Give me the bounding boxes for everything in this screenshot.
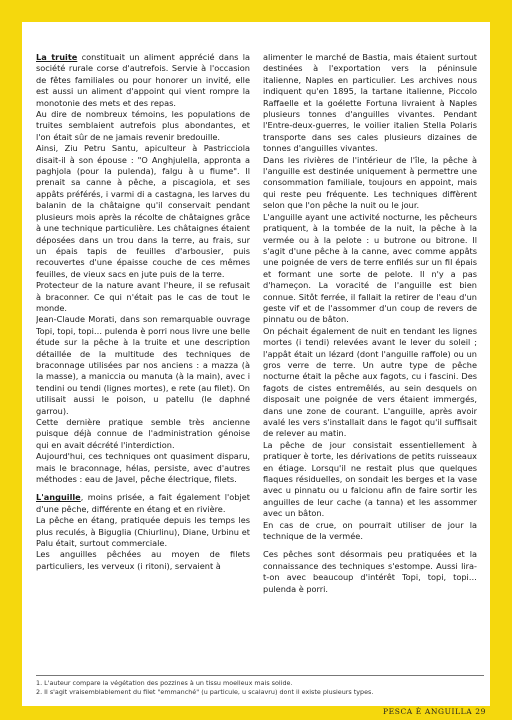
paragraph: Aujourd'hui, ces techniques ont quasiment disparu, mais le braconnage, hélas, persiste, avec d'autres méthodes : eau de Javel, pêche électrique, filets. bbox=[36, 451, 250, 485]
paragraph: La pêche en étang, pratiquée depuis les temps les plus reculés, à Biguglia (Chiurlinu), Diane, Urbinu et Palu était, surtout commerciale. bbox=[36, 515, 250, 549]
paragraph: Ainsi, Ziu Petru Santu, apiculteur à Pastricciola disait-il à son épouse : "O Anghjulella, appronta a paghjola (pour la pulenda), falgu à u fiume". Il prenait sa canne à pêche, a piscagiola, et ses appâts préférés, i varmi di a castagna, les larves du balanin de la châtaigne qu'il conservait pendant plusieurs mois après la récolte de châtaignes grâce à une technique particulière. Les châtaignes étaient déposées dans un trou dans la terre, au frais, sur un épais tapis de feuilles d'arbousier, puis recouvertes d'une épaisse couche de ces mêmes feuilles, de vieux sacs en jute puis de la terre. bbox=[36, 143, 250, 279]
paragraph: alimenter le marché de Bastia, mais étaient surtout destinées à l'exportation vers la péninsule italienne, Naples en particulier. Les archives nous indiquent qu'en 1895, la tartane italienne, Piccolo Raffaelle et la goélette Fortuna livraient à Naples plusieurs tonnes d'anguilles vivantes. Pendant l'Entre-deux-guerres, le voilier italien Stella Polaris transporte dans ses cales plusieurs dizaines de tonnes d'anguilles vivantes. bbox=[263, 52, 477, 154]
paragraph: La pêche de jour consistait essentiellement à pratiquer è torte, les dérivations de petits ruisseaux en étiage. Lorsqu'il ne restait plus que quelques flaques résiduelles, on sondait les berges et la vase avec u pinnatu ou u falcionu afin de faire sortir les anguilles de leur cache (a tanna) et les assommer avec un bâton. bbox=[263, 439, 477, 519]
paragraph: On péchait également de nuit en tendant les lignes mortes (i tendi) relevées avant le lever du soleil ; l'appât était un lézard (dont l'anguille raffole) ou un gros verre de terre. Un autre type de pêche nocturne était la pêche aux fagots, cu i fascini. Des fagots de cistes entremêlés, au sein desquels on disposait une poignée de vers étaient immergés, dans une zone de courant. L'anguille, après avoir avalé les vers s'installait dans le fagot qu'il suffisait de relever au matin. bbox=[263, 325, 477, 439]
footer-bar bbox=[0, 706, 512, 720]
paragraph: En cas de crue, on pourrait utiliser de jour la technique de la vermée. bbox=[263, 519, 477, 542]
footnote: 2. Il s'agit vraisemblablement du filet "emmanché" (u particule, u scalavru) dont il existe plusieurs types. bbox=[36, 687, 374, 696]
column-right bbox=[263, 52, 477, 652]
paragraph-text: constituait un aliment apprécié dans la société rurale corse d'autrefois. Servie à l'occasion de fêtes familiales ou pour honorer un invité, elle est aussi un aliment d'appoint qui vient rompre la monotonie des mets et des repas. bbox=[36, 52, 250, 108]
paragraph: Protecteur de la nature avant l'heure, il se refusait à braconner. Ce qui n'était pas le cas de tout le monde. bbox=[36, 280, 250, 313]
footnote: 1. L'auteur compare la végétation des pozzines à un tissu moelleux mais solide. bbox=[36, 679, 293, 687]
paragraph: L'anguille ayant une activité nocturne, les pêcheurs pratiquent, à la tombée de la nuit, la pêche à la vermée ou à la pelote : u butrone ou bitrone. Il s'agit d'une pêche à la canne, avec comme appâts une poignée de vers de terre enfilés sur un fil épais et formant une sorte de pelote. Il n'y a pas d'hameçon. La voracité de l'anguille est bien connue. Sitôt ferrée, il fallait la retirer de l'eau d'un geste vif et de l'assommer d'un coup de revers de pinnatu ou de bâton. bbox=[263, 211, 477, 325]
column-left bbox=[36, 52, 250, 652]
footnotes bbox=[36, 675, 484, 696]
paragraph: Les anguilles pêchées au moyen de filets particuliers, les verveux (i ritoni), servaient à bbox=[36, 549, 250, 571]
paragraph: Jean-Claude Morati, dans son remarquable ouvrage Topi, topi, topi… pulenda è porri nous livre une belle étude sur la pêche à la truite et une description détaillée de la multitude des techniques de braconnage utilisées par nos anciens : a mazza (à la masse), a maniccia ou manuta (à la main), avec i tendini ou tendi (lignes mortes), e rete (au filet). On utilisait aussi le poison, u patellu (le daphné garrou). bbox=[36, 314, 250, 416]
paragraph: Au dire de nombreux témoins, les populations de truites semblaient autrefois plus abondantes, et l'on était sûr de ne jamais revenir bredouille. bbox=[36, 109, 250, 142]
paragraph: Cette dernière pratique semble très ancienne puisque déjà connue de l'administration génoise qui en avait décrété l'interdiction. bbox=[36, 417, 250, 450]
paragraph: Dans les rivières de l'intérieur de l'île, la pêche à l'anguille est destinée uniquement à permettre une consommation familiale, toujours en appoint, mais qui reste peu fréquente. Les techniques diffèrent selon que l'on pêche la nuit ou le jour. bbox=[263, 154, 477, 211]
paragraph-truite-intro bbox=[36, 52, 250, 109]
paragraph-conclusion: Ces pêches sont désormais peu pratiquées et la connaissance des techniques s'estompe. Aussi lira-t-on avec beaucoup d'intérêt Topi, topi, topi… pulenda è porri. bbox=[263, 549, 477, 594]
paragraph-anguille-intro bbox=[36, 492, 250, 515]
running-footer: PESCA È ANGUILLA 29 bbox=[382, 707, 486, 716]
paragraph-text: , moins prisée, a fait également l'objet d'une pêche, différente en étang et en rivière. bbox=[36, 492, 250, 514]
section-lead-truite: La truite bbox=[36, 52, 78, 62]
section-lead-anguille: L'anguille bbox=[36, 492, 81, 503]
article-body bbox=[36, 52, 478, 652]
